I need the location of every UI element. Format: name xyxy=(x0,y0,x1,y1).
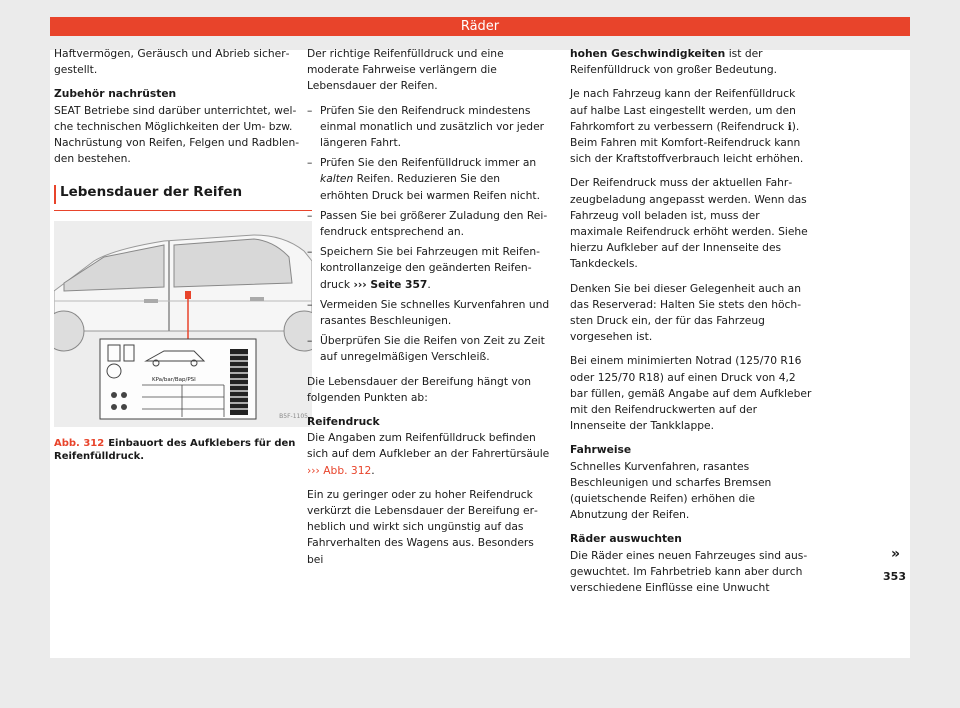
paragraph: Die Angaben zum Reifenfülldruck befinden sich auf dem Aufkleber an der Fahrertürsäule ››› Abb. 312. xyxy=(307,431,550,477)
page-number: 353 xyxy=(883,570,906,583)
list-item: – Überprüfen Sie die Reifen von Zeit zu Zeit auf unregelmäßigen Verschleiß. xyxy=(307,333,551,365)
sticker-units-label: KPa/bar/Bap/PSI xyxy=(152,377,196,384)
section-rule xyxy=(54,210,312,211)
paragraph: hohen Geschwindigkeiten ist der Reifenfülldruck von großer Bedeutung. xyxy=(570,47,778,77)
page-reference-link[interactable]: ››› Seite 357 xyxy=(353,277,428,291)
paragraph: Die Lebensdauer der Bereifung hängt von folgenden Punkten ab: xyxy=(307,374,532,404)
subheading-fahrweise: Fahrweise xyxy=(570,443,632,457)
paragraph: Denken Sie bei dieser Gelegenheit auch an das Reserverad: Halten Sie stets den höchsten Druck ein, der für das Fahrzeug vorgesehen ist. xyxy=(570,281,802,344)
column-1 xyxy=(54,46,308,463)
section-title: Lebensdauer der Reifen xyxy=(54,185,304,204)
figure-tire-pressure-sticker xyxy=(54,221,312,427)
subheading-zubehoer: Zubehör nachrüsten xyxy=(54,87,177,101)
figure-number: Abb. 312 xyxy=(54,438,105,450)
list-item: – Prüfen Sie den Reifenfülldruck immer an kalten Reifen. Reduzieren Sie den erhöhten Druck bei warmen Reifen nicht. xyxy=(307,155,551,204)
subheading-reifendruck: Reifendruck xyxy=(307,415,380,429)
checklist xyxy=(307,103,551,366)
list-item: – Prüfen Sie den Reifendruck mindestens einmal monatlich und zusätzlich vor jeder längeren Fahrt. xyxy=(307,103,551,152)
paragraph: Die Räder eines neuen Fahrzeuges sind ausgewuchtet. Im Fahrbetrieb kann aber durch verschiedene Einflüsse eine Unwucht xyxy=(570,548,808,595)
list-item: – Vermeiden Sie schnelles Kurvenfahren und rasantes Beschleunigen. xyxy=(307,297,551,329)
chapter-header: Räder xyxy=(50,17,910,36)
figure-code: B5F-1105 xyxy=(279,413,308,421)
continued-arrow-icon: » xyxy=(890,546,900,562)
car-door-illustration xyxy=(54,221,312,427)
paragraph: Haftvermögen, Geräusch und Abrieb sichergestellt. xyxy=(54,47,290,77)
figure-reference-link[interactable]: ››› Abb. 312 xyxy=(307,463,372,477)
paragraph: Schnelles Kurvenfahren, rasantes Beschleunigen und scharfes Bremsen (quietschende Reifen) erhöhen die Abnutzung der Reifen. xyxy=(570,459,772,522)
figure-caption xyxy=(54,437,304,463)
list-item: – Passen Sie bei größerer Zuladung den Reifendruck entsprechend an. xyxy=(307,208,551,240)
paragraph: Ein zu geringer oder zu hoher Reifendruck verkürzt die Lebensdauer der Bereifung erheblich und wirkt sich ungünstig auf das Fahrverhalten des Wagens aus. Besonders bei xyxy=(307,487,538,566)
column-3 xyxy=(570,46,814,604)
paragraph: Der Reifendruck muss der aktuellen Fahrzeugbeladung angepasst werden. Wenn das Fahrzeug voll beladen ist, muss der maximale Reifendruck erhöht werden. Siehe hierzu Aufkleber auf der Innenseite des Tankdeckels. xyxy=(570,176,808,271)
paragraph: Bei einem minimierten Notrad (125/70 R16 oder 125/70 R18) auf einen Druck von 4,2 bar füllen, gemäß Angabe auf dem Aufkleber mit den Reifendruckwerten auf der Innenseite der Tankklappe. xyxy=(570,354,812,433)
paragraph: Der richtige Reifenfülldruck und eine moderate Fahrweise verlängern die Lebensdauer der Reifen. xyxy=(307,47,504,93)
subheading-auswuchten: Räder auswuchten xyxy=(570,532,682,546)
figure-caption-text: Einbauort des Aufklebers für den Reifenfülldruck. xyxy=(54,438,296,463)
list-item: – Speichern Sie bei Fahrzeugen mit Reifenkontrollanzeige den geänderten Reifendruck ››› Seite 357. xyxy=(307,244,551,293)
paragraph: Je nach Fahrzeug kann der Reifenfülldruck auf halbe Last eingestellt werden, um den Fahrkomfort zu verbessern (Reifendruck ℹ). Beim Fahren mit Komfort-Reifendruck kann sich der Kraftstoffverbrauch leicht erhöhen. xyxy=(570,87,804,166)
paragraph: SEAT Betriebe sind darüber unterrichtet, welche technischen Möglichkeiten der Um- bzw. Nachrüstung von Reifen, Felgen und Radblenden bestehen. xyxy=(54,103,300,166)
info-icon: ℹ xyxy=(787,119,792,133)
column-2 xyxy=(307,46,551,576)
